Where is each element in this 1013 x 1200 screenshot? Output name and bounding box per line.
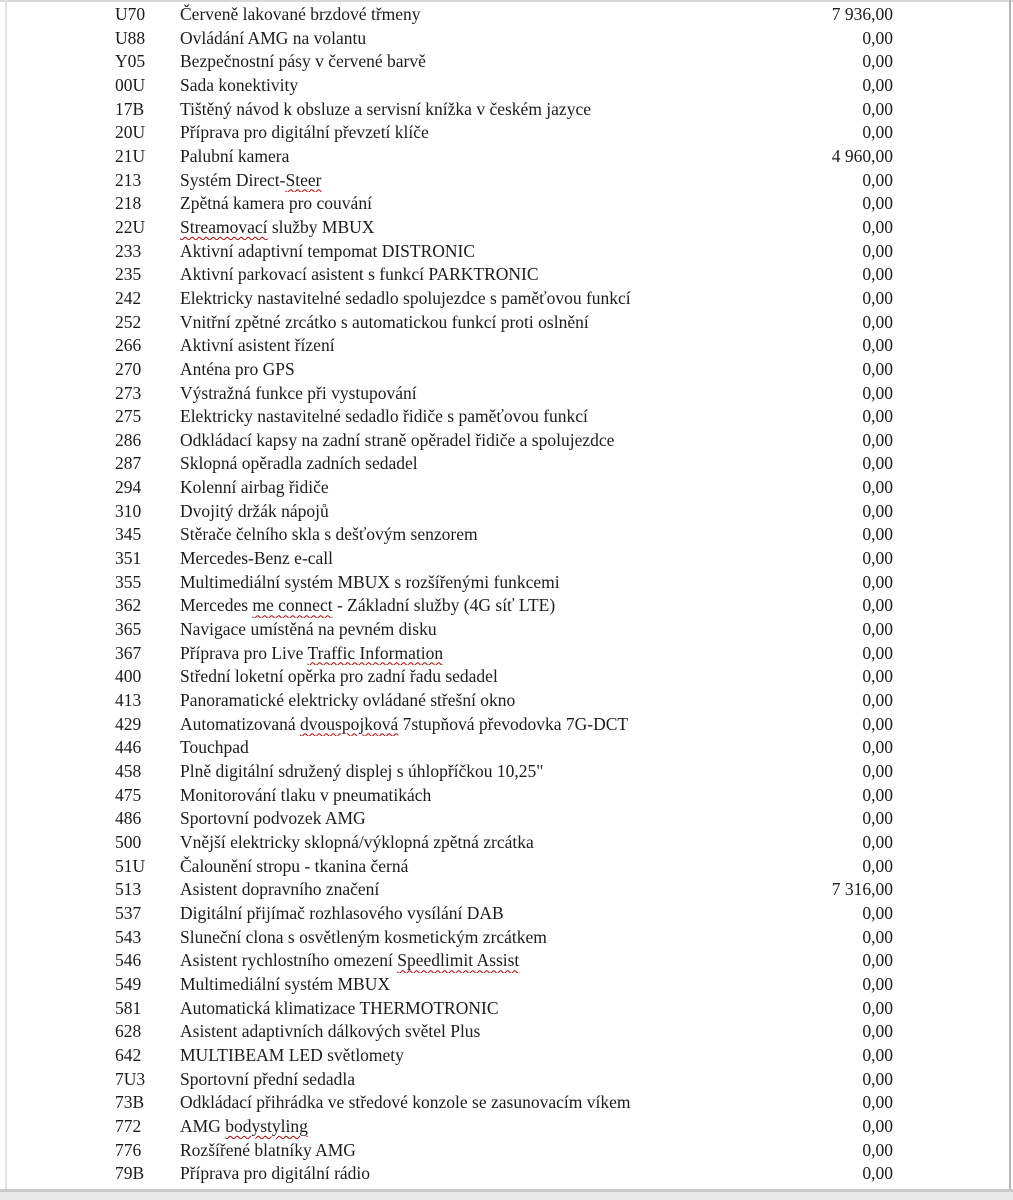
- option-price: 0,00: [862, 808, 893, 829]
- table-row: [0, 523, 1013, 547]
- option-code: 22U: [115, 216, 146, 237]
- description-text: Mercedes-Benz e-call: [180, 548, 334, 569]
- option-price: 0,00: [862, 831, 893, 852]
- description-text: Asistent dopravního značení: [180, 879, 380, 900]
- table-row: [0, 1115, 1013, 1139]
- option-code: 475: [115, 784, 142, 805]
- description-text: Panoramatické elektricky ovládané střešní okno: [180, 690, 516, 711]
- option-price: 0,00: [862, 690, 893, 711]
- option-description: [180, 689, 862, 713]
- option-description: [180, 334, 862, 358]
- option-price: 0,00: [862, 1115, 893, 1136]
- option-description: [180, 429, 862, 453]
- option-price: 0,00: [862, 500, 893, 521]
- option-price: 0,00: [862, 74, 893, 95]
- option-code: 17B: [115, 98, 145, 119]
- option-description: [180, 736, 862, 760]
- table-row: [0, 452, 1013, 476]
- option-code: 79B: [115, 1163, 145, 1184]
- option-description: [180, 1162, 862, 1186]
- description-text: Elektricky nastavitelné sedadlo řidiče s paměťovou funkcí: [180, 406, 588, 427]
- option-price: 0,00: [862, 548, 893, 569]
- option-price: 0,00: [862, 642, 893, 663]
- option-code: 7U3: [115, 1068, 146, 1089]
- option-description: [180, 1139, 862, 1163]
- description-text: Stěrače čelního skla s dešťovým senzorem: [180, 524, 478, 545]
- option-description: [180, 216, 862, 240]
- description-text: Čalounění stropu - tkanina černá: [180, 855, 409, 876]
- misspelled-word: Steer: [285, 169, 322, 190]
- page-edge-bottom-shade: [0, 1192, 1013, 1200]
- table-row: [0, 145, 1013, 169]
- option-description: [180, 27, 862, 51]
- table-row: [0, 121, 1013, 145]
- table-row: [0, 902, 1013, 926]
- option-price: 0,00: [862, 619, 893, 640]
- table-row: [0, 689, 1013, 713]
- option-description: [180, 878, 832, 902]
- option-price: 0,00: [862, 524, 893, 545]
- option-price: 0,00: [862, 761, 893, 781]
- description-text: Elektricky nastavitelné sedadlo spolujezdce s paměťovou funkcí: [180, 287, 631, 308]
- option-description: [180, 973, 862, 997]
- option-code: 351: [115, 548, 142, 569]
- description-text: Aktivní parkovací asistent s funkcí PARKTRONIC: [180, 264, 539, 285]
- option-price: 4 960,00: [831, 145, 893, 166]
- description-text: Kolenní airbag řidiče: [180, 477, 329, 498]
- option-price: 0,00: [862, 737, 893, 758]
- option-price: 0,00: [862, 1163, 893, 1184]
- option-price: 0,00: [862, 122, 893, 143]
- description-text: Digitální přijímač rozhlasového vysílání DAB: [180, 902, 504, 923]
- option-code: 20U: [115, 122, 146, 143]
- description-text: Příprava pro Live: [180, 642, 308, 663]
- table-row: [0, 855, 1013, 879]
- description-text: AMG: [180, 1115, 226, 1136]
- option-description: [180, 926, 862, 950]
- option-price: 0,00: [862, 311, 893, 332]
- option-price: 0,00: [862, 1021, 893, 1042]
- option-price: 0,00: [862, 713, 893, 734]
- option-description: [180, 594, 862, 618]
- option-price: 0,00: [862, 1139, 893, 1160]
- option-code: 286: [115, 429, 142, 450]
- option-description: [180, 240, 862, 264]
- option-code: 362: [115, 595, 142, 616]
- option-code: 537: [115, 902, 142, 923]
- option-code: 543: [115, 926, 142, 947]
- option-description: [180, 50, 862, 74]
- table-row: [0, 665, 1013, 689]
- description-text: Navigace umístěná na pevném disku: [180, 619, 437, 640]
- table-row: [0, 949, 1013, 973]
- option-price: 0,00: [862, 997, 893, 1018]
- option-description: [180, 618, 862, 642]
- option-code: 355: [115, 571, 142, 592]
- option-description: [180, 855, 862, 879]
- description-text: Anténa pro GPS: [180, 358, 295, 379]
- option-description: [180, 760, 862, 784]
- option-code: 218: [115, 193, 142, 214]
- option-description: [180, 3, 832, 27]
- option-code: 213: [115, 169, 142, 190]
- option-code: 252: [115, 311, 142, 332]
- option-price: 0,00: [862, 335, 893, 356]
- table-row: [0, 334, 1013, 358]
- description-text: Bezpečnostní pásy v červené barvě: [180, 51, 426, 72]
- description-text: Sportovní podvozek AMG: [180, 808, 366, 829]
- table-row: [0, 3, 1013, 27]
- option-price: 0,00: [862, 973, 893, 994]
- description-text: Multimediální systém MBUX: [180, 973, 390, 994]
- table-row: [0, 98, 1013, 122]
- option-code: 51U: [115, 855, 146, 876]
- option-price: 0,00: [862, 902, 893, 923]
- page-edge-top: [0, 0, 1013, 2]
- option-code: 513: [115, 879, 142, 900]
- table-row: [0, 618, 1013, 642]
- table-row: [0, 169, 1013, 193]
- option-code: 21U: [115, 145, 146, 166]
- table-row: [0, 760, 1013, 784]
- option-price: 0,00: [862, 666, 893, 687]
- option-code: 642: [115, 1044, 142, 1065]
- option-description: [180, 287, 862, 311]
- table-row: [0, 263, 1013, 287]
- description-text: Systém Direct-: [180, 169, 286, 190]
- table-row: [0, 192, 1013, 216]
- table-row: [0, 74, 1013, 98]
- misspelled-word: bodystyling: [225, 1115, 308, 1136]
- option-description: [180, 784, 862, 808]
- option-code: 776: [115, 1139, 142, 1160]
- option-price: 0,00: [862, 926, 893, 947]
- table-row: [0, 713, 1013, 737]
- description-text: Automatizovaná: [180, 713, 301, 734]
- option-code: 367: [115, 642, 142, 663]
- option-code: 00U: [115, 74, 146, 95]
- table-row: [0, 1091, 1013, 1115]
- option-description: [180, 121, 862, 145]
- table-row: [0, 240, 1013, 264]
- description-text: Tištěný návod k obsluze a servisní knížka v českém jazyce: [180, 98, 591, 119]
- misspelled-word: me connect: [252, 595, 333, 616]
- description-text: Sklopná opěradla zadních sedadel: [180, 453, 418, 474]
- option-price: 0,00: [862, 358, 893, 379]
- table-row: [0, 405, 1013, 429]
- option-code: 446: [115, 737, 142, 758]
- table-row: [0, 1020, 1013, 1044]
- option-description: [180, 1044, 862, 1068]
- option-description: [180, 452, 862, 476]
- table-row: [0, 50, 1013, 74]
- option-description: [180, 1091, 862, 1115]
- description-text: Příprava pro digitální převzetí klíče: [180, 122, 429, 143]
- option-price: 0,00: [862, 27, 893, 48]
- description-text: Multimediální systém MBUX s rozšířenými funkcemi: [180, 571, 560, 592]
- option-description: [180, 476, 862, 500]
- option-price: 0,00: [862, 406, 893, 427]
- option-code: 458: [115, 761, 142, 781]
- description-text: Automatická klimatizace THERMOTRONIC: [180, 997, 499, 1018]
- option-code: 345: [115, 524, 142, 545]
- misspelled-word: dvouspojková: [300, 713, 399, 734]
- table-row: [0, 736, 1013, 760]
- description-text: Červeně lakované brzdové třmeny: [180, 4, 421, 24]
- option-code: U88: [115, 27, 146, 48]
- description-text: Mercedes: [180, 595, 253, 616]
- option-code: 273: [115, 382, 142, 403]
- option-description: [180, 571, 862, 595]
- description-text: Asistent adaptivních dálkových světel Plus: [180, 1021, 481, 1042]
- table-row: [0, 807, 1013, 831]
- table-row: [0, 973, 1013, 997]
- table-row: [0, 831, 1013, 855]
- description-text: Aktivní asistent řízení: [180, 335, 335, 356]
- option-code: 546: [115, 950, 142, 971]
- description-text: Plně digitální sdružený displej s úhlopříčkou 10,25": [180, 761, 544, 781]
- misspelled-word: Traffic Information: [307, 642, 444, 663]
- table-row: [0, 287, 1013, 311]
- table-row: [0, 382, 1013, 406]
- option-description: [180, 192, 862, 216]
- option-description: [180, 1068, 862, 1092]
- description-text: Vnitřní zpětné zrcátko s automatickou funkcí proti oslnění: [180, 311, 589, 332]
- table-row: [0, 1068, 1013, 1092]
- table-row: [0, 784, 1013, 808]
- option-description: [180, 547, 862, 571]
- option-code: 235: [115, 264, 142, 285]
- option-code: 233: [115, 240, 142, 261]
- option-price: 0,00: [862, 287, 893, 308]
- description-text: Sada konektivity: [180, 74, 299, 95]
- option-price: 0,00: [862, 193, 893, 214]
- option-code: 628: [115, 1021, 142, 1042]
- description-text: Ovládání AMG na volantu: [180, 27, 367, 48]
- option-description: [180, 642, 862, 666]
- table-row: [0, 594, 1013, 618]
- description-text: Vnější elektricky sklopná/výklopná zpětná zrcátka: [180, 831, 534, 852]
- description-text: Rozšířené blatníky AMG: [180, 1139, 356, 1160]
- option-description: [180, 263, 862, 287]
- option-price: 0,00: [862, 453, 893, 474]
- description-text: Monitorování tlaku v pneumatikách: [180, 784, 432, 805]
- table-row: [0, 642, 1013, 666]
- description-text: Příprava pro digitální rádio: [180, 1163, 371, 1184]
- description-text: Střední loketní opěrka pro zadní řadu sedadel: [180, 666, 498, 687]
- option-price: 0,00: [862, 429, 893, 450]
- option-code: 287: [115, 453, 142, 474]
- option-description: [180, 713, 862, 737]
- option-price: 0,00: [862, 950, 893, 971]
- description-text: Dvojitý držák nápojů: [180, 500, 329, 521]
- option-description: [180, 500, 862, 524]
- option-description: [180, 405, 862, 429]
- option-code: 772: [115, 1115, 142, 1136]
- option-price: 0,00: [862, 169, 893, 190]
- option-description: [180, 74, 862, 98]
- description-text: MULTIBEAM LED světlomety: [180, 1044, 404, 1065]
- table-row: [0, 547, 1013, 571]
- option-code: 294: [115, 477, 142, 498]
- option-code: Y05: [115, 51, 146, 72]
- option-price: 0,00: [862, 595, 893, 616]
- table-row: [0, 500, 1013, 524]
- option-description: [180, 1115, 862, 1139]
- table-row: [0, 27, 1013, 51]
- option-code: 500: [115, 831, 142, 852]
- option-price: 0,00: [862, 477, 893, 498]
- table-row: [0, 216, 1013, 240]
- option-price: 0,00: [862, 240, 893, 261]
- description-text: Aktivní adaptivní tempomat DISTRONIC: [180, 240, 476, 261]
- option-price: 0,00: [862, 571, 893, 592]
- option-code: 413: [115, 690, 142, 711]
- option-price: 0,00: [862, 1068, 893, 1089]
- description-text: Výstražná funkce při vystupování: [180, 382, 417, 403]
- option-description: [180, 382, 862, 406]
- table-row: [0, 476, 1013, 500]
- table-row: [0, 997, 1013, 1021]
- options-price-table: [0, 3, 1013, 1186]
- option-description: [180, 311, 862, 335]
- option-code: 486: [115, 808, 142, 829]
- option-description: [180, 358, 862, 382]
- option-description: [180, 1020, 862, 1044]
- table-row: [0, 1044, 1013, 1068]
- table-row: [0, 1139, 1013, 1163]
- option-code: 242: [115, 287, 142, 308]
- misspelled-word: Speedlimit Assist: [397, 950, 520, 971]
- option-code: 266: [115, 335, 142, 356]
- table-row: [0, 571, 1013, 595]
- option-code: 73B: [115, 1092, 145, 1113]
- description-text: Odkládací přihrádka ve středové konzole se zasunovacím víkem: [180, 1092, 631, 1113]
- option-description: [180, 902, 862, 926]
- description-text: 7stupňová převodovka 7G-DCT: [398, 713, 629, 734]
- option-price: 0,00: [862, 1092, 893, 1113]
- description-text: Touchpad: [180, 737, 249, 758]
- option-price: 7 316,00: [831, 879, 893, 900]
- option-description: [180, 949, 862, 973]
- table-row: [0, 311, 1013, 335]
- description-text: - Základní služby (4G síť LTE): [332, 595, 556, 616]
- option-description: [180, 523, 862, 547]
- option-price: 0,00: [862, 216, 893, 237]
- option-price: 0,00: [862, 382, 893, 403]
- option-code: 310: [115, 500, 142, 521]
- description-text: Asistent rychlostního omezení: [180, 950, 398, 971]
- description-text: Palubní kamera: [180, 145, 290, 166]
- table-row: [0, 358, 1013, 382]
- option-price: 7 936,00: [831, 4, 893, 24]
- option-description: [180, 831, 862, 855]
- description-text: Odkládací kapsy na zadní straně opěradel řidiče a spolujezdce: [180, 429, 615, 450]
- option-description: [180, 169, 862, 193]
- option-price: 0,00: [862, 855, 893, 876]
- option-description: [180, 807, 862, 831]
- option-code: 429: [115, 713, 142, 734]
- option-description: [180, 98, 862, 122]
- description-text: Zpětná kamera pro couvání: [180, 193, 372, 214]
- option-description: [180, 997, 862, 1021]
- table-row: [0, 429, 1013, 453]
- option-code: 400: [115, 666, 142, 687]
- option-price: 0,00: [862, 51, 893, 72]
- table-row: [0, 926, 1013, 950]
- table-row: [0, 1162, 1013, 1186]
- option-code: 365: [115, 619, 142, 640]
- option-price: 0,00: [862, 98, 893, 119]
- option-code: 581: [115, 997, 142, 1018]
- description-text: Sportovní přední sedadla: [180, 1068, 355, 1089]
- option-price: 0,00: [862, 1044, 893, 1065]
- description-text: služby MBUX: [267, 216, 375, 237]
- description-text: Sluneční clona s osvětleným kosmetickým zrcátkem: [180, 926, 547, 947]
- misspelled-word: Streamovací: [180, 216, 268, 237]
- option-price: 0,00: [862, 784, 893, 805]
- option-code: 270: [115, 358, 142, 379]
- option-price: 0,00: [862, 264, 893, 285]
- option-code: 549: [115, 973, 142, 994]
- option-description: [180, 665, 862, 689]
- option-code: 275: [115, 406, 142, 427]
- option-description: [180, 145, 832, 169]
- option-code: U70: [115, 4, 146, 24]
- table-row: [0, 878, 1013, 902]
